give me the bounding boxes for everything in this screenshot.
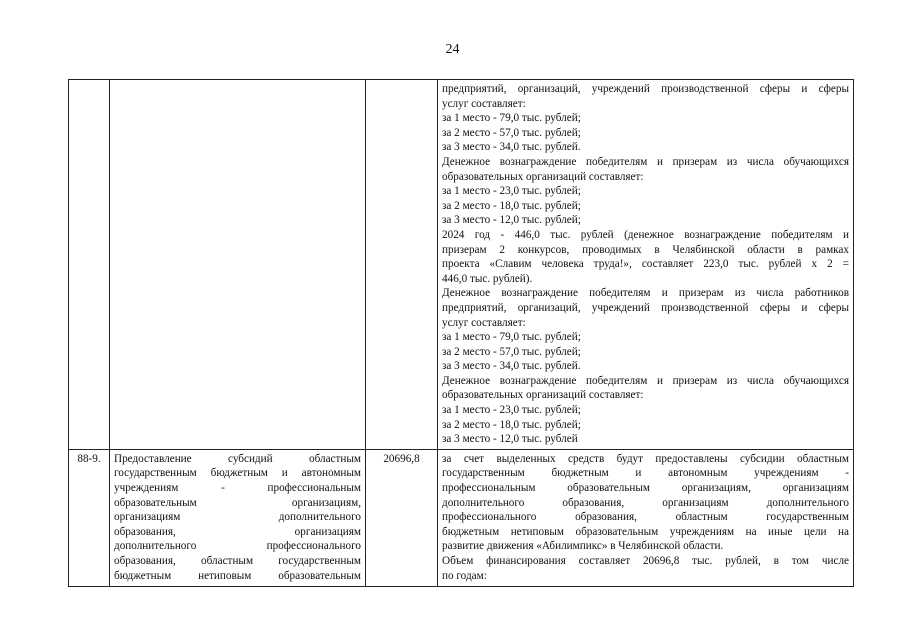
- text-line: бюджетным нетиповым образовательным: [114, 569, 361, 582]
- text-line: образовательных организаций составляет:: [442, 389, 644, 402]
- text-line: за 1 место - 79,0 тыс. рублей;: [442, 331, 581, 344]
- text-line: профессионального образования, областным государственным: [442, 511, 849, 524]
- text-line: предприятий, организаций, учреждений производственной сферы и сферы: [442, 83, 849, 95]
- text-line: образовательных организаций составляет:: [442, 170, 644, 183]
- text-line: учреждениям - профессиональным: [114, 482, 361, 495]
- cell-name: [110, 449, 366, 586]
- text-line: за 1 место - 23,0 тыс. рублей;: [442, 404, 581, 417]
- text-line: профессиональным образовательным организациям, организациям: [442, 482, 849, 495]
- text-line: Денежное вознаграждение победителям и призерам из числа обучающихся: [442, 155, 849, 168]
- text-line: за 1 место - 79,0 тыс. рублей;: [442, 112, 581, 125]
- cell-number: [69, 80, 110, 450]
- text-line: за 1 место - 23,0 тыс. рублей;: [442, 185, 581, 198]
- text-line: проекта «Славим человека труда!», составляет 223,0 тыс. рублей х 2 =: [442, 258, 849, 271]
- text-line: бюджетным нетиповым образовательным учреждениям на иные цели на: [442, 525, 849, 538]
- text-line: государственным бюджетным и автономным: [114, 467, 361, 480]
- text-line: образования, областным государственным: [114, 555, 361, 567]
- text-line: Предоставление субсидий областным: [114, 452, 361, 465]
- table-row-88-9: [69, 449, 854, 586]
- text-line: Денежное вознаграждение победителям и призерам из числа обучающихся: [442, 374, 849, 387]
- text-line: за 3 место - 12,0 тыс. рублей;: [442, 214, 581, 227]
- text-line: предприятий, организаций, учреждений производственной сферы и сферы: [442, 301, 849, 314]
- program-table: [68, 79, 854, 587]
- text-line: дополнительного профессионального: [114, 540, 361, 553]
- text-line: за 3 место - 34,0 тыс. рублей.: [442, 360, 581, 373]
- text-line: дополнительного образования, организациям дополнительного: [442, 496, 849, 509]
- text-line: за 2 место - 57,0 тыс. рублей;: [442, 345, 581, 358]
- text-line: услуг составляет:: [442, 97, 526, 110]
- text-line: государственным бюджетным и автономным учреждениям -: [442, 467, 849, 480]
- page-number: 24: [445, 42, 460, 57]
- cell-number: 88-9.: [69, 449, 110, 586]
- text-line: развитие движения «Абилимпикс» в Челябинской области.: [442, 540, 724, 553]
- text-line: за 2 место - 57,0 тыс. рублей;: [442, 126, 581, 139]
- text-line: образовательным организациям,: [114, 496, 361, 509]
- cell-description: [438, 80, 854, 450]
- text-line: услуг составляет:: [442, 316, 526, 329]
- text-line: образования, организациям: [114, 525, 361, 538]
- text-line: по годам:: [442, 569, 487, 582]
- text-line: за 2 место - 18,0 тыс. рублей;: [442, 199, 581, 212]
- text-line: Денежное вознаграждение победителям и призерам из числа работников: [442, 287, 849, 300]
- text-line: 446,0 тыс. рублей).: [442, 272, 533, 285]
- table-row-continued: [69, 80, 854, 450]
- text-line: Объем финансирования составляет 20696,8 тыс. рублей, в том числе: [442, 555, 849, 567]
- cell-amount: [366, 80, 438, 450]
- text-line: за счет выделенных средств будут предоставлены субсидии областным: [442, 452, 849, 465]
- cell-name: [110, 80, 366, 450]
- cell-description: [438, 449, 854, 586]
- text-line: за 3 место - 34,0 тыс. рублей.: [442, 141, 581, 154]
- cell-amount: 20696,8: [366, 449, 438, 586]
- text-line: 2024 год - 446,0 тыс. рублей (денежное вознаграждение победителям и: [442, 228, 849, 241]
- text-line: призерам 2 конкурсов, проводимых в Челябинской области в рамках: [442, 243, 849, 256]
- text-line: за 2 место - 18,0 тыс. рублей;: [442, 418, 581, 431]
- text-line: организациям дополнительного: [114, 511, 361, 524]
- text-line: за 3 место - 12,0 тыс. рублей: [442, 433, 578, 446]
